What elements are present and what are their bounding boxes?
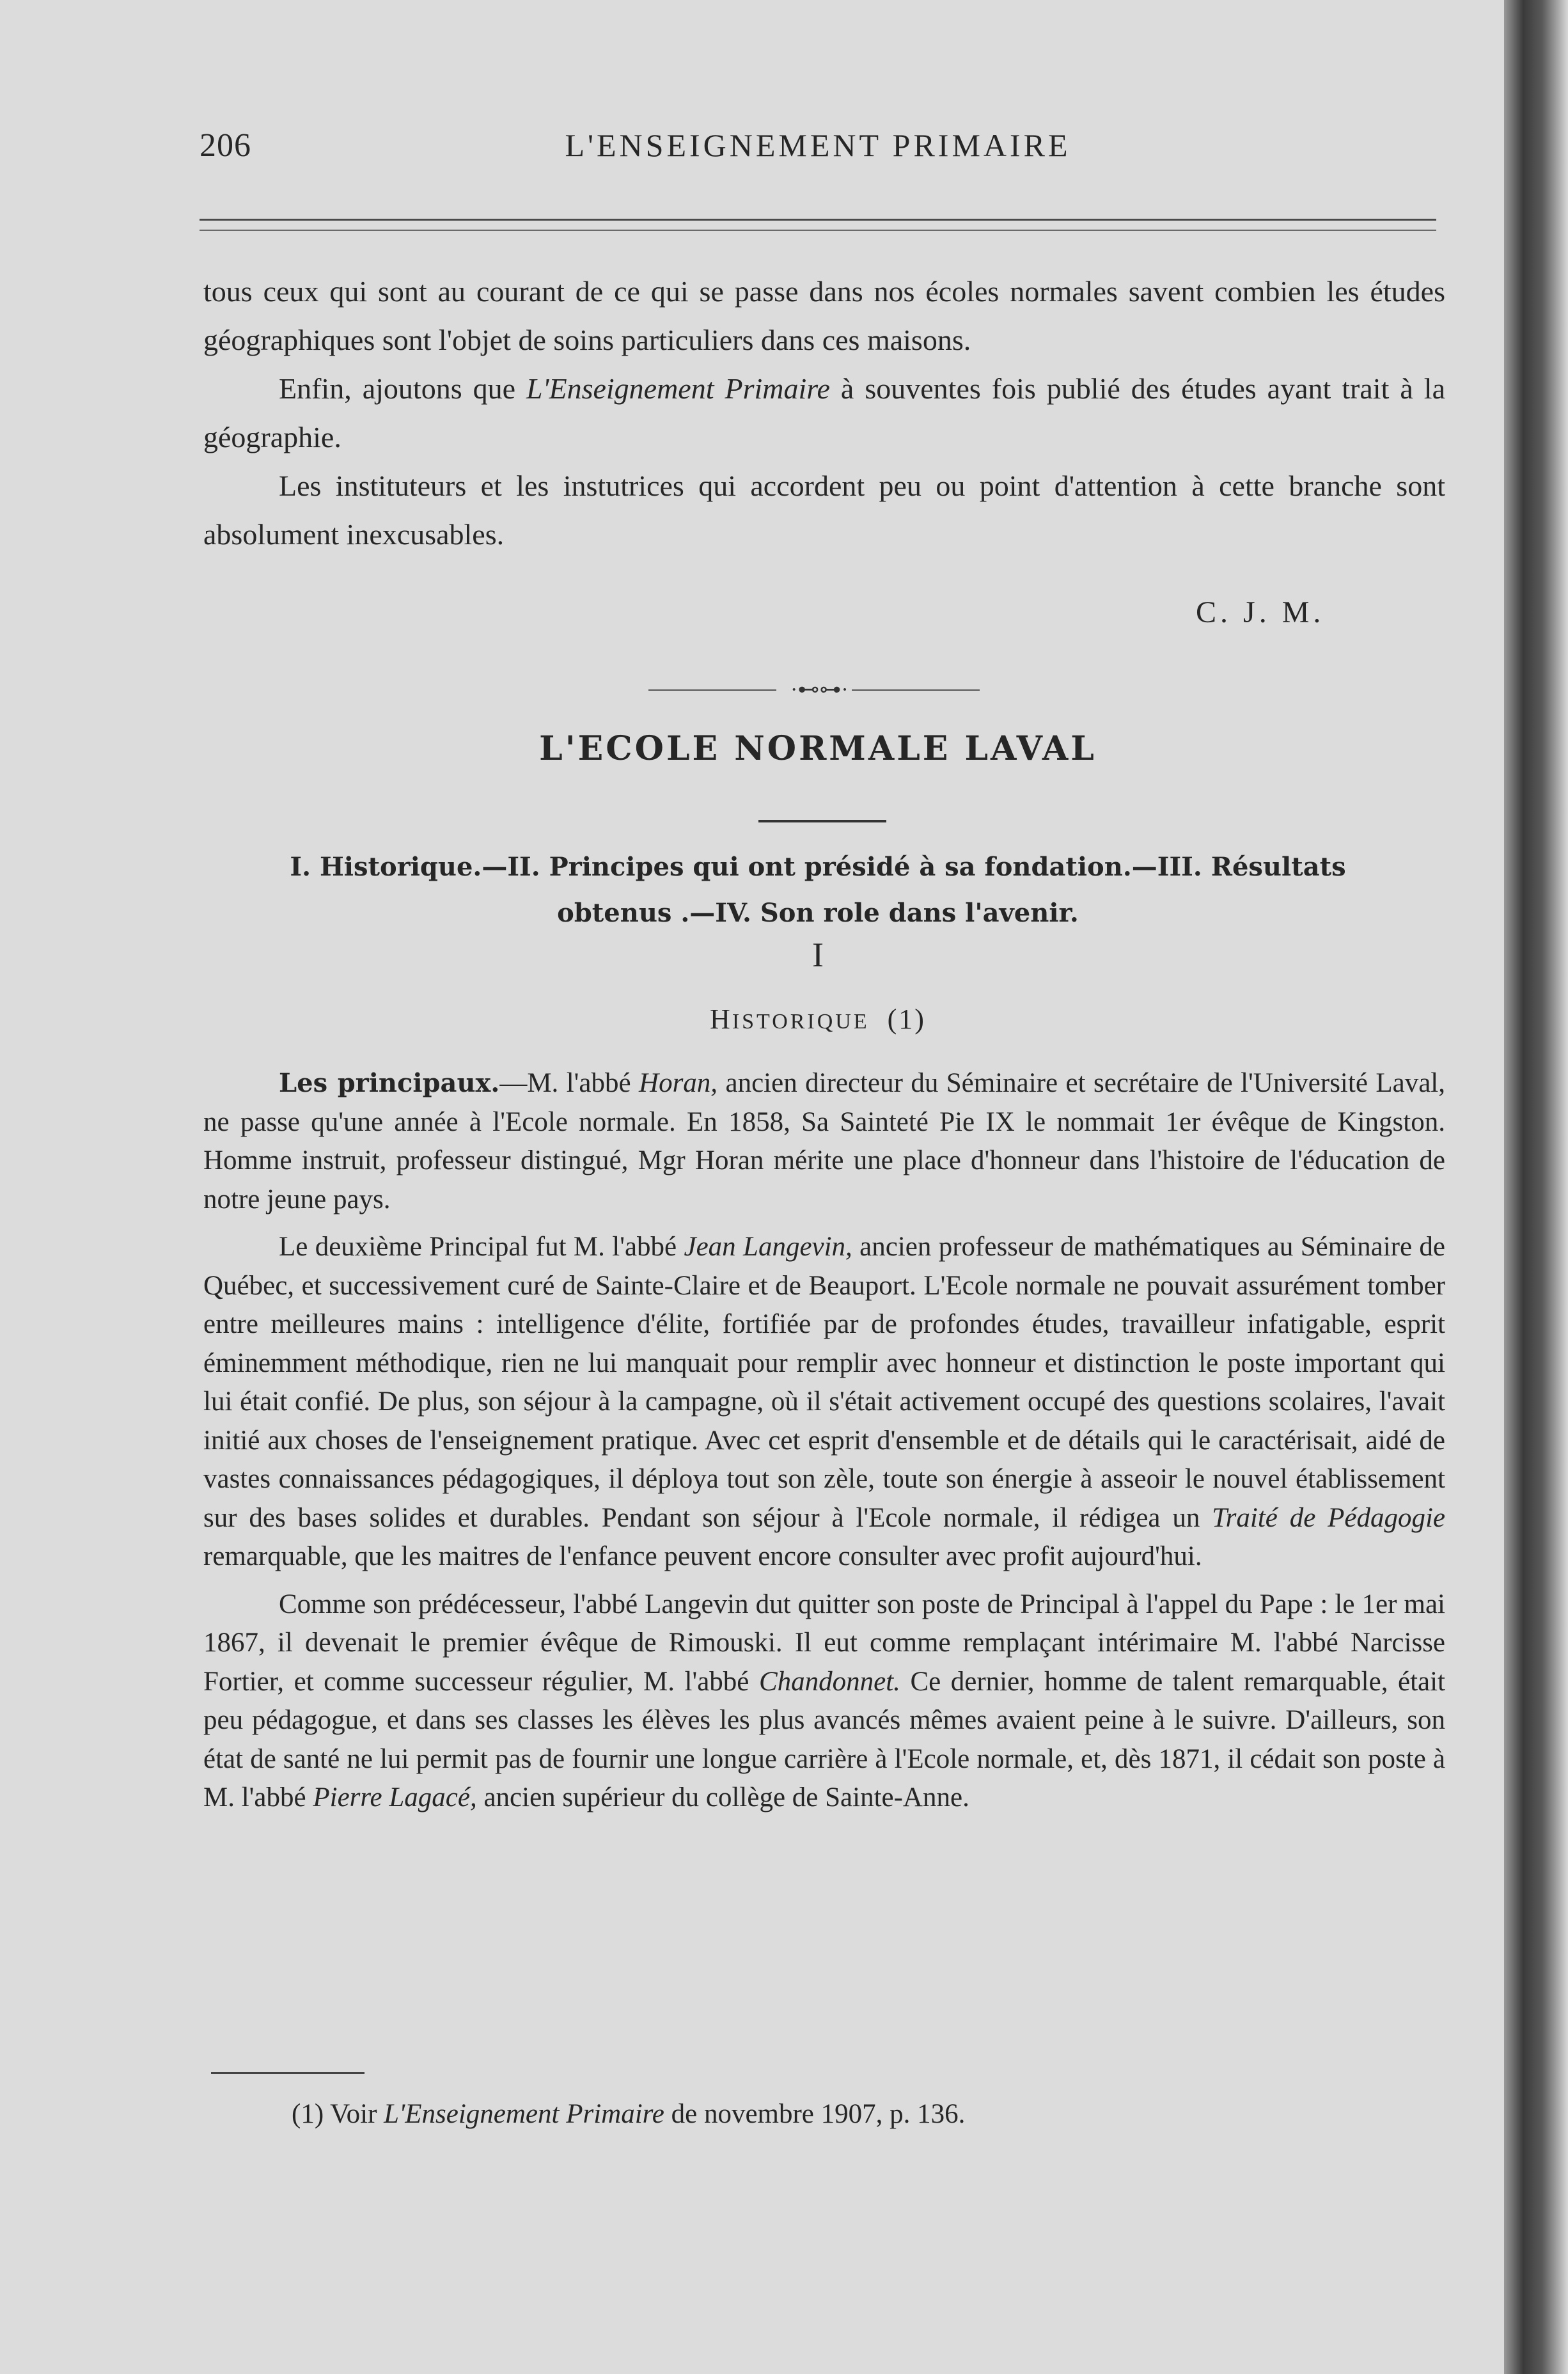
- intro-paragraph-1: tous ceux qui sont au courant de ce qui se passe dans nos écoles normales savent combien les études géographiques sont l'objet de soins particuliers dans ces maisons.: [203, 275, 1445, 356]
- intro-paragraph-3: Les instituteurs et les instutrices qui accordent peu ou point d'attention à cette branche sont absolument inexcusables.: [203, 469, 1445, 551]
- footnote: (1) Voir L'Enseignement Primaire de novembre 1907, p. 136.: [292, 2099, 966, 2129]
- paragraph-lead: Les principaux.: [279, 1068, 500, 1098]
- page-number: 206: [200, 127, 251, 164]
- subtitle-line-2: obtenus .—IV. Son role dans l'avenir.: [557, 898, 1079, 928]
- section-title: L'ECOLE NORMALE LAVAL: [539, 729, 1097, 768]
- intro-text: [203, 267, 1445, 559]
- title-underline: [758, 820, 886, 822]
- body-paragraph-1: Les principaux.—M. l'abbé Horan, ancien directeur du Séminaire et secrétaire de l'Université Laval, ne passe qu'une année à l'Ecole normale. En 1858, Sa Sainteté Pie IX le nommait 1er évêque de Kingston. Homme instruit, professeur distingué, Mgr Horan mérite une place d'honneur dans l'histoire de l'éducation de notre jeune pays.: [203, 1068, 1445, 1215]
- subtitle-line-1: I. Historique.—II. Principes qui ont présidé à sa fondation.—III. Résultats: [290, 852, 1346, 882]
- body-paragraph-2: Le deuxième Principal fut M. l'abbé Jean Langevin, ancien professeur de mathématiques au Séminaire de Québec, et successivement curé de Sainte-Claire et de Beauport. L'Ecole normale ne pouvait assurément tomber entre meilleures mains : intelligence d'élite, fortifiée par de profondes études, travailleur infatigable, esprit éminemment méthodique, rien ne lui manquait pour remplir avec honneur et distinction le poste important qui lui était confié. De plus, son séjour à la campagne, où il s'était activement occupé des questions scolaires, l'avait initié aux choses de l'enseignement pratique. Avec cet esprit d'ensemble et de détails qui le caractérisait, aidé de vastes connaissances pédagogiques, il déploya tout son zèle, toute son énergie à asseoir le nouvel établissement sur des bases solides et durables. Pendant son séjour à l'Ecole normale, il rédigea un Traité de Pédagogie remarquable, que les maitres de l'enfance peuvent encore consulter avec profit aujourd'hui.: [203, 1232, 1445, 1571]
- author-signature: C. J. M.: [1196, 595, 1325, 629]
- intro-paragraph-2: Enfin, ajoutons que L'Enseignement Primaire à souventes fois publié des études ayant trait à la géographie.: [203, 372, 1446, 453]
- header-double-rule: [200, 219, 1436, 231]
- chapter-heading: HISTORIQUE (1): [710, 1003, 926, 1035]
- page-header: [200, 127, 1436, 178]
- journal-title: L'Enseignement Primaire: [526, 372, 830, 405]
- chapter-note-ref: (1): [887, 1003, 926, 1035]
- section-divider-ornament: ·⊷⊶·: [648, 680, 981, 700]
- section-subtitle: [200, 844, 1436, 936]
- body-paragraph-3: Comme son prédécesseur, l'abbé Langevin dut quitter son poste de Principal à l'appel du Pape : le 1er mai 1867, il devenait le premier évêque de Rimouski. Il eut comme remplaçant intérimaire M. l'abbé Narcisse Fortier, et comme successeur régulier, M. l'abbé Chandonnet. Ce dernier, homme de talent remarquable, était peu pédagogue, et dans ses classes les élèves les plus avancés mêmes avaient peine à le suivre. D'ailleurs, son état de santé ne lui permit pas de fournir une longue carrière à l'Ecole normale, et, dès 1871, il cédait son poste à M. l'abbé Pierre Lagacé, ancien supérieur du collège de Sainte-Anne.: [203, 1589, 1445, 1812]
- chapter-numeral: I: [812, 936, 824, 974]
- page-edge-shadow: [1504, 0, 1568, 2374]
- running-title: L'ENSEIGNEMENT PRIMAIRE: [565, 127, 1071, 163]
- footnote-rule: [211, 2072, 365, 2074]
- body-text: [203, 1064, 1445, 1827]
